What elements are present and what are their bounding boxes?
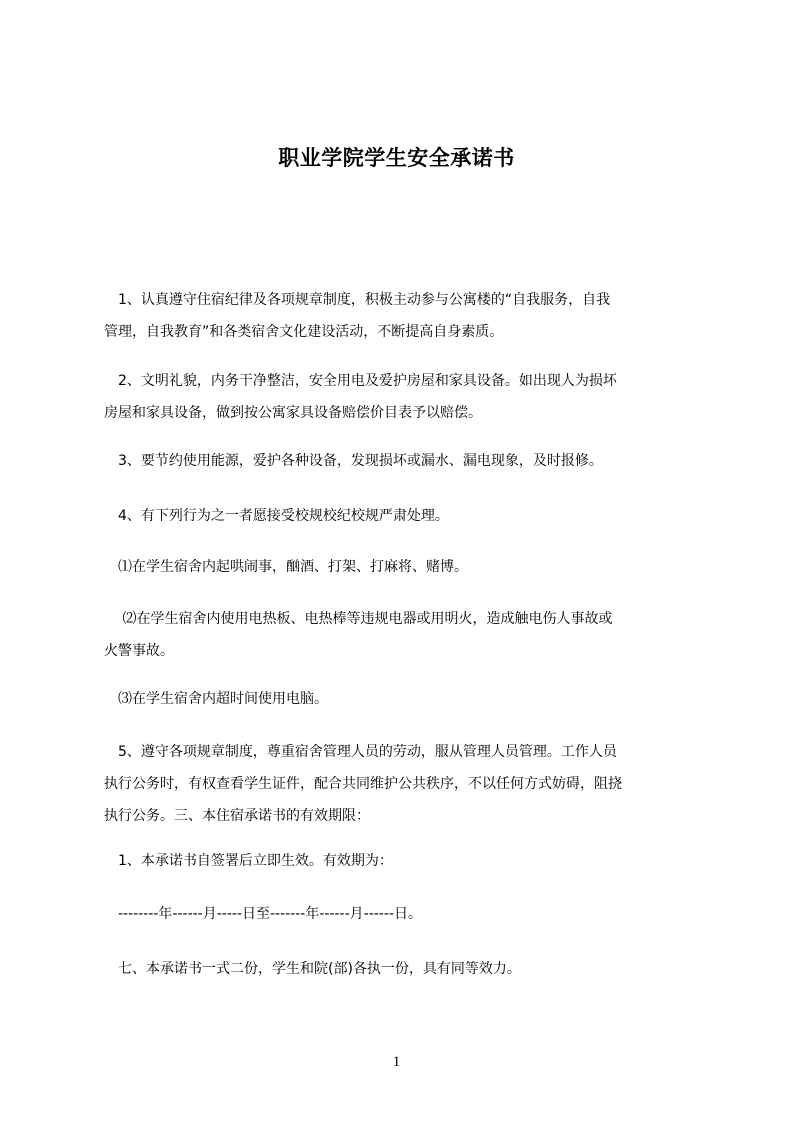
paragraph-line: 管理，自我教育”和各类宿舍文化建设活动，不断提高自身素质。: [104, 324, 504, 340]
paragraph-line: 房屋和家具设备，做到按公寓家具设备赔偿价目表予以赔偿。: [104, 405, 482, 421]
paragraph-5: [104, 551, 716, 583]
paragraph-7: [104, 683, 716, 715]
document-title: 职业学院学生安全承诺书: [278, 146, 515, 170]
paragraph-4: [104, 500, 716, 532]
paragraph-11: [104, 953, 716, 985]
paragraph-line: 4、有下列行为之一者愿接受校规校纪校规严肃处理。: [104, 508, 449, 524]
paragraph-line: 七、本承诺书一式二份，学生和院(部)各执一份，具有同等效力。: [104, 961, 521, 977]
paragraph-8: [104, 736, 716, 832]
paragraph-3: [104, 445, 716, 477]
paragraph-2: [104, 365, 716, 429]
paragraph-line: 3、要节约使用能源，爱护各种设备，发现损坏或漏水、漏电现象，及时报修。: [104, 453, 603, 469]
paragraph-line: ⑵在学生宿舍内使用电热板、电热棒等违规电器或用明火，造成触电伤人事故或: [104, 611, 613, 627]
paragraph-6: [104, 603, 716, 667]
paragraph-line: ⑶在学生宿舍内超时间使用电脑。: [104, 691, 328, 707]
paragraph-line: 1、本承诺书自签署后立即生效。有效期为：: [104, 853, 393, 869]
validity-date-line: [104, 898, 716, 930]
paragraph-9: [104, 845, 716, 877]
paragraph-line: 执行公务时，有权查看学生证件，配合共同维护公共秩序，不以任何方式妨碍，阻挠: [104, 776, 622, 792]
paragraph-line: ⑴在学生宿舍内起哄闹事，酗酒、打架、打麻将、赌博。: [104, 559, 468, 575]
paragraph-1: [104, 284, 716, 348]
paragraph-line: 火警事故。: [104, 643, 174, 659]
paragraph-line: 2、文明礼貌，内务干净整洁，安全用电及爱护房屋和家具设备。如出现人为损坏: [104, 373, 617, 389]
paragraph-line: 1、认真遵守住宿纪律及各项规章制度，积极主动参与公寓楼的“自我服务，自我: [104, 292, 611, 308]
page-number: 1: [392, 1054, 401, 1070]
paragraph-line: 5、遵守各项规章制度，尊重宿舍管理人员的劳动，服从管理人员管理。工作人员: [104, 744, 617, 760]
paragraph-line: 执行公务。三、本住宿承诺书的有效期限：: [104, 808, 370, 824]
paragraph-line: --------年------月-----日至-------年------月------日。: [104, 906, 422, 922]
